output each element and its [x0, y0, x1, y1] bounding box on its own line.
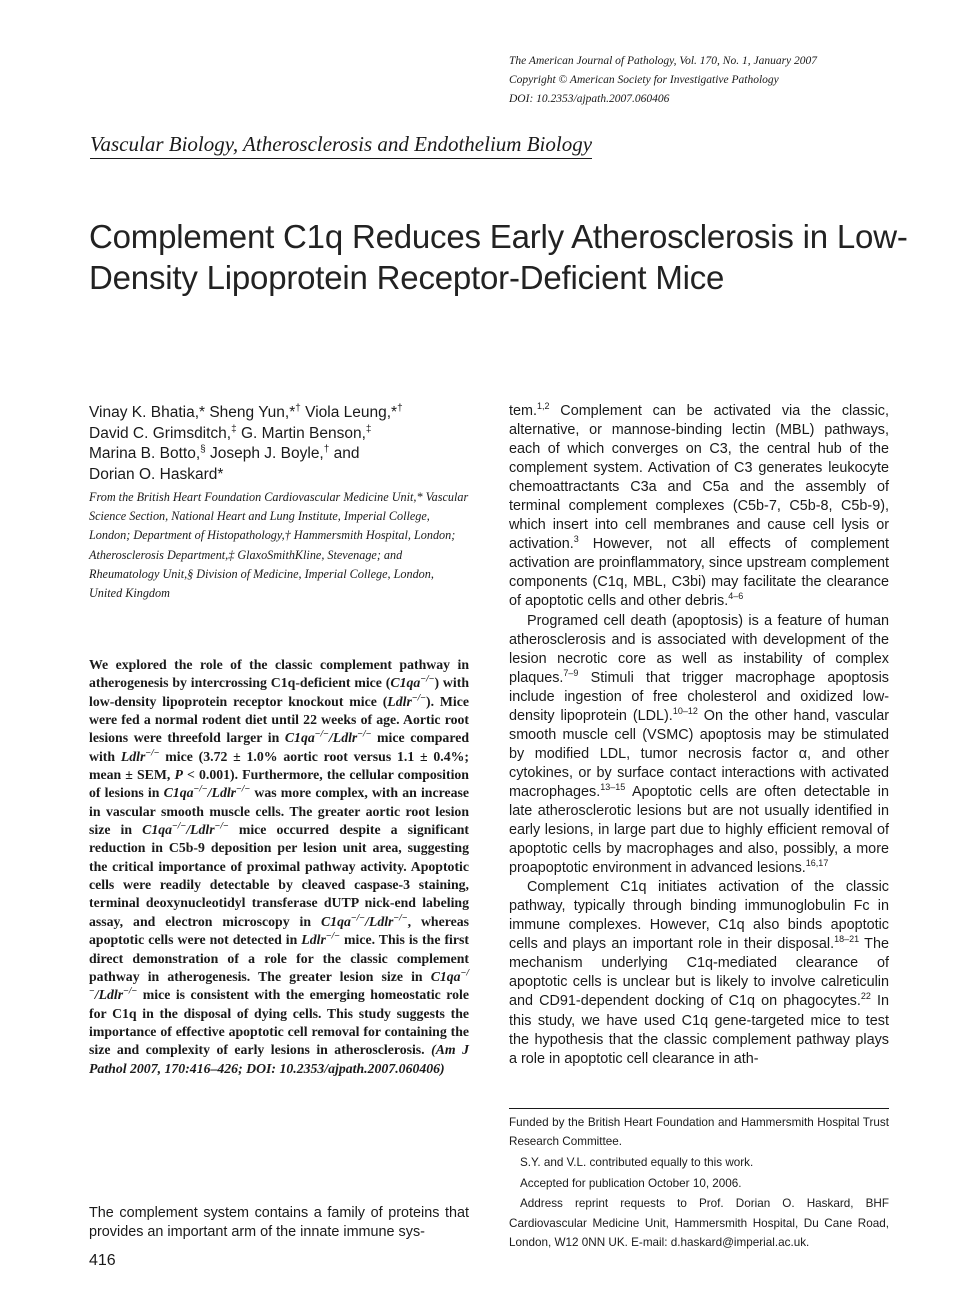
author-text: G. Martin Benson,: [236, 424, 366, 442]
funding-note: Funded by the British Heart Foundation and Hammersmith Hospital Trust Research Committee.: [509, 1116, 889, 1149]
reference-mark[interactable]: 18–21: [834, 934, 860, 945]
accepted-note: Accepted for publication October 10, 2006.: [520, 1176, 742, 1190]
journal-header: [509, 52, 949, 109]
article-title: Complement C1q Reduces Early Atherosclerosis in Low-Density Lipoprotein Receptor-Deficient Mice: [89, 218, 908, 296]
author-text: Viola Leung,*: [300, 404, 398, 421]
abstract-citation: (Am J Pathol 2007, 170:416–426; DOI: 10.2353/ajpath.2007.060406): [89, 1042, 469, 1076]
author-text: Vinay K. Bhatia,* Sheng Yun,*: [89, 404, 296, 421]
journal-citation: The American Journal of Pathology, Vol. 170, No. 1, January 2007: [509, 55, 818, 67]
reference-mark[interactable]: 1,2: [537, 401, 550, 412]
affiliations: From the British Heart Foundation Cardiovascular Medicine Unit,* Vascular Science Section, National Heart and Lung Institute, Imperial College, London; Department of Histopathology,† Hammersmith Hospital, London; Atherosclerosis Department,‡ GlaxoSmithKline, Stevenage; and Rheumatology Unit,§ Division of Medicine, Imperial College, London, United Kingdom: [89, 490, 469, 601]
body-paragraph: Complement C1q initiates activation of the classic pathway, typically through binding immunoglobulin Fc in immune complexes. However, C1q also binds apoptotic cells and plays an important role in their disposal.$^{18-21}$ The mechanism underlying C1q-mediated clearance of apoptotic cells is unclear but is likely to involve calreticulin and CD91-dependent docking of C1q on phagocytes.$^{22}$ In this study, we have used C1q gene-targeted mice to test the hypothesis that the classic complement pathway plays a role in apoptotic cell clearance in ath-: [509, 879, 889, 1067]
affiliation-mark: †: [323, 443, 330, 455]
affiliation-mark: †: [295, 402, 301, 414]
reference-mark[interactable]: 3: [573, 534, 579, 545]
author-text: Joseph J. Boyle,: [205, 445, 324, 462]
author-line: [89, 403, 469, 424]
author-line: [89, 424, 469, 445]
copyright-line: Copyright © American Society for Investigative Pathology: [509, 74, 779, 86]
correspondence-note: Address reprint requests to Prof. Dorian O. Haskard, BHF Cardiovascular Medicine Unit, Hammersmith Hospital, Du Cane Road, London, W12 0NN UK. E-mail: d.haskard@imperial.ac.uk.: [509, 1197, 889, 1249]
body-paragraph: tem.$^{1,2}$ Complement can be activated via the classic, alternative, or mannose-binding lectin (MBL) pathways, each of which converges on C3, the central hub of the complement system. Activation of C3 generates leukocyte chemoattractants C3a and C5a and the assembly of terminal complement complexes (C5b-7, C5b-8, C5b-9), which insert into cell membranes and cause cell lysis or activation.$^3$ However, not all effects of complement activation are proinflammatory, since upstream complement components (C1q, MBL, C3bi) may facilitate the clearance of apoptotic cells and other debris.$^{4-6}$: [509, 401, 889, 610]
section-heading: Vascular Biology, Atherosclerosis and Endothelium Biology: [90, 131, 592, 159]
affiliation-mark: §: [200, 443, 206, 455]
reference-mark[interactable]: 13–15: [600, 782, 626, 793]
reference-mark[interactable]: 7–9: [563, 667, 579, 678]
affiliation-mark: ‡: [365, 423, 372, 435]
footnote-divider: [509, 1108, 889, 1109]
doi-line: DOI: 10.2353/ajpath.2007.060406: [509, 93, 670, 105]
reference-mark[interactable]: 4–6: [728, 591, 744, 602]
affiliation-mark: ‡: [231, 423, 237, 435]
abstract: We explored the role of the classic complement pathway in atherogenesis by intercrossing C1q-deficient mice (C1qa−/−) with low-density lipoprotein receptor knockout mice (Ldlr−/−). Mice were fed a normal rodent diet until 22 weeks of age. Aortic root lesions were threefold larger in C1qa−/−/Ldlr−/− mice compared with Ldlr−/− mice (3.72 ± 1.0% aortic root versus 1.1 ± 0.4%; mean ± SEM, P < 0.001). Furthermore, the cellular composition of lesions in C1qa−/−/Ldlr−/− was more complex, with an increase in vascular smooth muscle cells. The greater aortic root lesion size in C1qa−/−/Ldlr−/− mice occurred despite a significant reduction in C5b-9 deposition per lesion unit area, suggesting the critical importance of proximal pathway activity. Apoptotic cells were readily detectable by cleaved caspase-3 staining, terminal deoxynucleotidyl transferase dUTP nick-end labeling assay, and electron microscopy in C1qa−/−/Ldlr−/−, whereas apoptotic cells were not detected in Ldlr−/− mice. This is the first direct demonstration of a role for the classic complement pathway in atherogenesis. The greater lesion size in C1qa−/−/Ldlr−/− mice is consistent with the emerging homeostatic role for C1q in the disposal of dying cells. This study suggests the importance of effective apoptotic cell removal for containing the size and complexity of early lesions in atherosclerosis. (Am J Pathol 2007, 170:416–426; DOI: 10.2353/ajpath.2007.060406): [89, 657, 470, 1076]
equal-contribution-note: S.Y. and V.L. contributed equally to this work.: [520, 1155, 754, 1169]
author-line: [89, 444, 469, 465]
author-text: David C. Grimsditch,: [89, 424, 232, 442]
body-paragraph: Programed cell death (apoptosis) is a feature of human atherosclerosis and is associated with development of the lesion necrotic core as well as instability of complex plaques.$^{7-9}$ Stimuli that trigger macrophage apoptosis include ingestion of free cholesterol and oxidized low-density lipoprotein (LDL).$^{10-12}$ On the other hand, vascular smooth muscle cell (VSMC) apoptosis may be stimulated by modified LDL, tumor necrosis factor α, and other cytokines, or by surface contact interactions with activated macrophages.$^{13-15}$ Apoptotic cells are often detectable in late atherosclerotic lesions but are not usually identified in early lesions, in large part due to highly efficient removal of apoptotic cells by macrophages and also, possibly, a more proapoptotic environment in advanced lesions.$^{16,17}$: [509, 612, 889, 877]
author-line: Dorian O. Haskard*: [89, 465, 224, 483]
author-list: [89, 403, 469, 485]
reference-mark[interactable]: 16,17: [805, 858, 829, 869]
affiliation-mark: †: [397, 402, 403, 414]
author-text: and: [329, 445, 360, 462]
author-text: Marina B. Botto,: [89, 445, 201, 462]
page-number: 416: [89, 1252, 116, 1269]
body-text-right-column: [509, 402, 889, 1069]
footnotes: [509, 1113, 889, 1253]
intro-paragraph: The complement system contains a family of proteins that provides an important arm of the innate immune sys-: [89, 1205, 469, 1240]
reference-mark[interactable]: 22: [860, 991, 871, 1002]
reference-mark[interactable]: 10–12: [672, 705, 698, 716]
